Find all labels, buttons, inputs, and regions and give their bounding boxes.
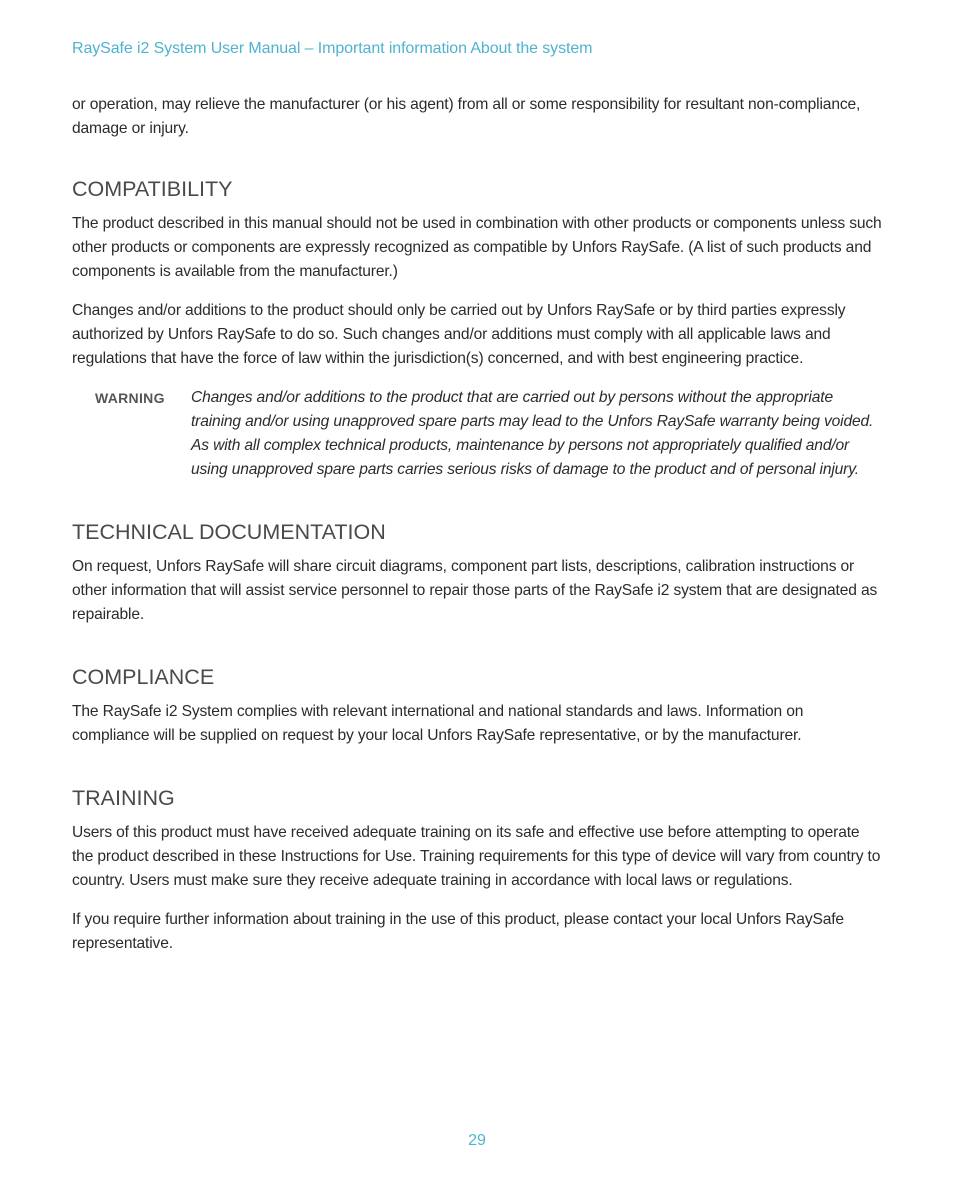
- compatibility-paragraph-1: The product described in this manual should not be used in combination with other products or components unless such other products or components are expressly recognized as compatible by Unfors RaySafe. (A list of such products and components is available from the manufacturer.): [72, 215, 882, 280]
- training-paragraph-1: Users of this product must have received adequate training on its safe and effective use before attempting to operate the product described in these Instructions for Use. Training requirements for this type of device will vary from country to country. Users must make sure they receive adequate training in accordance with local laws or regulations.: [72, 824, 881, 889]
- technical-documentation-paragraph: On request, Unfors RaySafe will share circuit diagrams, component part lists, descriptions, calibration instructions or other information that will assist service personnel to repair those parts of the RaySafe i2 system that are designated as repairable.: [72, 558, 878, 623]
- warning-label: WARNING: [95, 390, 165, 406]
- page-content: [72, 93, 884, 971]
- page-number: 29: [468, 1132, 486, 1149]
- compliance-heading: COMPLIANCE: [72, 665, 215, 689]
- compatibility-paragraph-2: Changes and/or additions to the product should only be carried out by Unfors RaySafe or by third parties expressly authorized by Unfors RaySafe to do so. Such changes and/or additions must comply with all applicable laws and regulations that have the force of law within the jurisdiction(s) concerned, and with best engineering practice.: [72, 302, 846, 367]
- section-compatibility: [72, 175, 884, 482]
- section-technical-documentation: [72, 518, 884, 627]
- section-training: [72, 784, 884, 956]
- warning-text: Changes and/or additions to the product that are carried out by persons without the appropriate training and/or using unapproved spare parts may lead to the Unfors RaySafe warranty being voided. As with all complex technical products, maintenance by persons not appropriately qualified and/or using unapproved spare parts carries serious risks of damage to the product and of personal injury.: [191, 389, 874, 478]
- compatibility-heading: COMPATIBILITY: [72, 177, 233, 201]
- intro-paragraph: or operation, may relieve the manufacturer (or his agent) from all or some responsibility for resultant non-compliance, damage or injury.: [72, 96, 861, 137]
- training-heading: TRAINING: [72, 786, 175, 810]
- page-header: RaySafe i2 System User Manual – Important information About the system: [72, 40, 593, 57]
- training-paragraph-2: If you require further information about training in the use of this product, please contact your local Unfors RaySafe representative.: [72, 911, 844, 952]
- compliance-paragraph: The RaySafe i2 System complies with relevant international and national standards and laws. Information on compliance will be supplied on request by your local Unfors RaySafe representative, or by the manufacturer.: [72, 703, 804, 744]
- technical-documentation-heading: TECHNICAL DOCUMENTATION: [72, 520, 386, 544]
- warning-block: [95, 386, 884, 482]
- section-compliance: [72, 663, 884, 748]
